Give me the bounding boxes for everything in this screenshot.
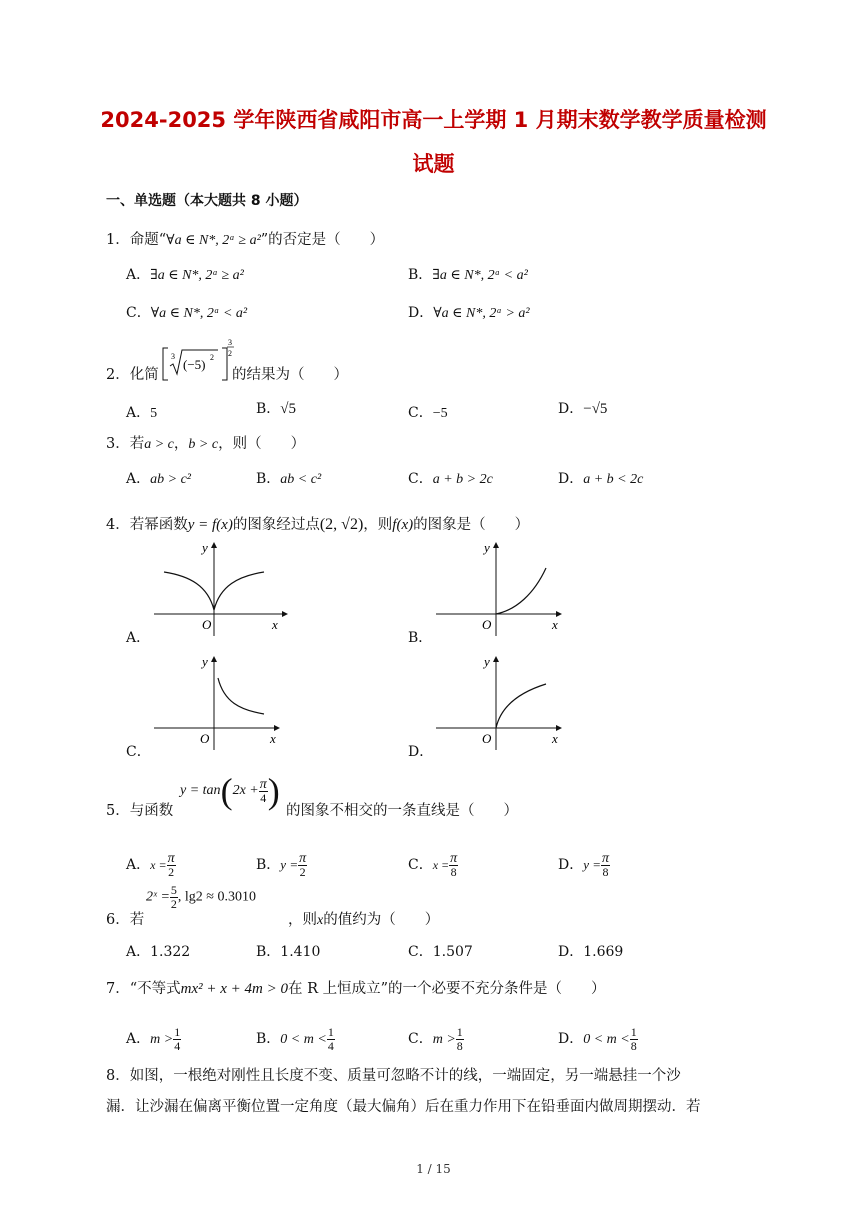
option-label: B．	[256, 471, 281, 487]
question-6-suffix	[288, 908, 439, 929]
radical-expression	[160, 336, 236, 384]
option-label: B．	[256, 1031, 281, 1047]
option-label: C．	[408, 944, 433, 960]
left-paren: (	[220, 771, 233, 811]
option-a[interactable]	[126, 941, 190, 961]
graph-option-c[interactable]	[150, 652, 290, 752]
option-a[interactable]	[126, 1010, 181, 1053]
math-expression: , lg2 ≈ 0.3010	[177, 889, 256, 905]
denominator: 8	[630, 1038, 637, 1053]
math-expression: 2x +	[232, 783, 259, 798]
y-axis-label: y	[202, 654, 208, 669]
option-label: B．	[256, 857, 281, 873]
option-label: B．	[256, 944, 281, 960]
option-c[interactable]: C．	[126, 744, 151, 760]
question-number: 4．	[106, 517, 130, 533]
numerator: 5	[170, 883, 177, 897]
outer-exponent-denominator: 2	[228, 349, 232, 358]
fraction	[170, 884, 178, 911]
question-number: 1．	[106, 232, 130, 248]
option-label: A．	[126, 857, 151, 873]
denominator: 4	[174, 1038, 181, 1053]
option-math: 0 < m <	[583, 1032, 630, 1047]
question-number: 6．	[106, 912, 130, 928]
question-8-line1: 8．如图，一根绝对刚性且长度不变、质量可忽略不计的线，一端固定，另一端悬挂一个沙	[106, 1068, 681, 1084]
equation-expression	[146, 884, 256, 911]
option-d[interactable]	[558, 941, 623, 961]
option-math: y =	[583, 857, 602, 872]
fraction	[456, 1026, 464, 1053]
document-title-line1: 2024-2025 学年陕西省咸阳市高一上学期 1 月期末数学教学质量检测	[100, 108, 767, 132]
option-math: ab > c²	[150, 472, 191, 487]
page-number: 1 / 15	[416, 1162, 451, 1176]
option-b[interactable]	[256, 840, 307, 879]
question-text: 的值约为（ ）	[323, 912, 440, 928]
question-4	[106, 513, 529, 534]
y-axis-label: y	[202, 540, 208, 555]
numerator: π	[602, 850, 610, 866]
numerator: 1	[456, 1024, 463, 1039]
question-text: 若幂函数	[129, 517, 188, 533]
option-a[interactable]	[126, 840, 176, 879]
graph-option-b[interactable]	[432, 538, 572, 638]
option-label: C．	[408, 405, 433, 421]
question-2-suffix: 的结果为（ ）	[232, 367, 348, 383]
option-label: C．	[408, 1031, 433, 1047]
x-axis-label: x	[270, 731, 276, 746]
option-label: B．	[408, 267, 433, 283]
root-index: 3	[171, 352, 175, 361]
question-text: “不等式	[129, 981, 181, 997]
numerator: 1	[174, 1024, 181, 1039]
option-math: ∃a ∈ N*, 2ᵃ < a²	[432, 268, 528, 283]
denominator: 8	[602, 864, 609, 879]
option-c[interactable]	[408, 941, 473, 961]
section-heading: 一、单选题（本大题共 8 小题）	[106, 193, 308, 209]
numerator: π	[259, 776, 267, 792]
origin-label: O	[482, 617, 492, 632]
numerator: π	[450, 850, 458, 866]
fraction	[298, 852, 307, 879]
math-expression: (2, √2)	[319, 516, 364, 533]
option-b[interactable]	[256, 941, 320, 961]
y-axis-label: y	[484, 654, 490, 669]
option-label: A．	[126, 267, 151, 283]
x-axis-label: x	[272, 617, 278, 632]
option-c[interactable]	[408, 468, 493, 488]
fraction	[601, 852, 610, 879]
option-d[interactable]	[558, 468, 643, 488]
numerator: 1	[327, 1024, 334, 1039]
question-8-line2: 漏．让沙漏在偏离平衡位置一定角度（最大偏角）后在重力作用下在铅垂面内做周期摆动．若	[106, 1099, 701, 1115]
option-a[interactable]	[126, 468, 191, 488]
option-c[interactable]	[408, 840, 458, 879]
question-text: 的图象经过点	[232, 517, 320, 533]
question-text: 在 R 上恒成立”的一个必要不充分条件是（ ）	[288, 981, 606, 997]
option-value: 1.669	[583, 944, 624, 960]
denominator: 4	[327, 1038, 334, 1053]
option-d[interactable]	[408, 302, 530, 322]
option-label: D．	[558, 857, 584, 873]
option-label: A．	[126, 405, 151, 421]
radicand: (−5)	[183, 357, 206, 372]
origin-label: O	[200, 731, 210, 746]
option-label: A．	[126, 1031, 151, 1047]
fraction	[630, 1026, 638, 1053]
origin-label: O	[202, 617, 212, 632]
question-6-prefix	[106, 908, 144, 929]
question-number: 3．	[106, 436, 130, 452]
option-math: a + b < 2c	[583, 472, 644, 487]
option-math: √5	[280, 401, 297, 417]
option-value: 1.410	[280, 944, 321, 960]
numerator: 1	[630, 1024, 637, 1039]
math-expression: 2ˣ =	[146, 889, 170, 905]
denominator: 8	[450, 864, 457, 879]
option-math: m >	[150, 1032, 174, 1047]
option-c[interactable]	[408, 1010, 464, 1053]
question-text: 的图象是（ ）	[413, 517, 530, 533]
question-text: 化简	[129, 367, 159, 383]
option-math: ∀a ∈ N*, 2ᵃ > a²	[433, 306, 530, 321]
option-math: y =	[280, 857, 299, 872]
numerator: π	[299, 850, 307, 866]
question-text: ，则	[363, 517, 393, 533]
option-label: D．	[558, 471, 584, 487]
denominator: 2	[170, 897, 177, 911]
question-text: 与函数	[129, 803, 174, 819]
question-7	[106, 977, 606, 998]
denominator: 2	[168, 864, 175, 879]
option-label: C．	[408, 857, 433, 873]
math-expression: y = f(x)	[187, 517, 233, 533]
question-text: ，	[173, 436, 189, 452]
question-1	[106, 228, 384, 249]
option-c[interactable]	[408, 402, 448, 422]
option-value: 1.322	[150, 944, 191, 960]
fraction	[327, 1026, 335, 1053]
question-5-suffix: 的图象不相交的一条直线是（ ）	[286, 803, 518, 819]
option-label: D．	[558, 1031, 584, 1047]
option-label: C．	[126, 305, 151, 321]
option-math: x =	[150, 858, 167, 872]
option-a[interactable]	[126, 402, 157, 422]
x-axis-label: x	[552, 617, 558, 632]
option-d[interactable]	[558, 1010, 638, 1053]
math-expression: f(x)	[392, 517, 414, 533]
option-c[interactable]	[126, 302, 247, 322]
fraction	[173, 1026, 181, 1053]
option-b[interactable]	[256, 1010, 335, 1053]
tan-function	[180, 770, 280, 812]
radicand-exponent: 2	[210, 353, 214, 362]
graph-option-d[interactable]	[432, 652, 572, 752]
option-d[interactable]	[558, 840, 610, 879]
option-math: 5	[150, 406, 158, 421]
question-text: ，则（ ）	[218, 436, 306, 452]
question-3	[106, 432, 305, 453]
question-text: 命题“	[129, 232, 167, 248]
denominator: 4	[260, 790, 267, 805]
question-2-number-prefix	[106, 363, 159, 384]
option-math: ab < c²	[280, 472, 322, 487]
option-label: D．	[558, 401, 584, 417]
document-title-line2: 试题	[412, 152, 455, 176]
fraction	[259, 778, 268, 805]
option-math: x =	[432, 858, 450, 872]
outer-exponent-numerator: 3	[228, 338, 232, 347]
fraction	[167, 852, 176, 879]
option-math: ∃a ∈ N*, 2ᵃ ≥ a²	[150, 268, 244, 283]
x-axis-label: x	[552, 731, 558, 746]
option-b[interactable]	[408, 264, 528, 284]
option-value: 1.507	[432, 944, 473, 960]
option-label: C．	[408, 471, 433, 487]
option-math: m >	[432, 1032, 456, 1047]
option-d[interactable]	[558, 398, 607, 418]
math-variable: x	[317, 913, 324, 928]
math-expression: y = tan	[180, 783, 221, 798]
question-text: ”的否定是（ ）	[260, 232, 385, 248]
option-math: ∀a ∈ N*, 2ᵃ < a²	[150, 306, 248, 321]
fraction	[449, 852, 458, 879]
question-text: 若	[129, 436, 145, 452]
option-label: D．	[558, 944, 584, 960]
graph-option-a[interactable]	[150, 538, 290, 638]
option-b[interactable]: B．	[408, 630, 433, 646]
y-axis-label: y	[484, 540, 490, 555]
option-math: −√5	[583, 401, 608, 417]
option-math: −5	[432, 406, 448, 421]
question-number: 5．	[106, 803, 130, 819]
question-5-prefix	[106, 799, 173, 820]
denominator: 8	[456, 1038, 463, 1053]
option-b[interactable]	[256, 398, 296, 418]
option-math: a + b > 2c	[432, 472, 493, 487]
option-a[interactable]: A．	[126, 630, 151, 646]
numerator: π	[167, 850, 175, 866]
option-a[interactable]	[126, 264, 244, 284]
question-number: 2．	[106, 367, 130, 383]
math-expression: b > c	[188, 437, 219, 452]
option-label: D．	[408, 305, 434, 321]
denominator: 2	[299, 864, 306, 879]
option-label: B．	[256, 401, 281, 417]
origin-label: O	[482, 731, 492, 746]
question-text: ，则	[288, 912, 317, 928]
question-text: 若	[129, 912, 145, 928]
question-number: 7．	[106, 981, 130, 997]
option-math: 0 < m <	[280, 1032, 327, 1047]
option-label: A．	[126, 471, 151, 487]
option-d[interactable]: D．	[408, 744, 434, 760]
math-expression: a > c	[144, 437, 174, 452]
math-expression: ∀a ∈ N*, 2ᵃ ≥ a²	[166, 233, 261, 248]
option-label: A．	[126, 944, 151, 960]
right-paren: )	[267, 771, 280, 811]
option-b[interactable]	[256, 468, 321, 488]
math-expression: mx² + x + 4m > 0	[180, 981, 288, 997]
